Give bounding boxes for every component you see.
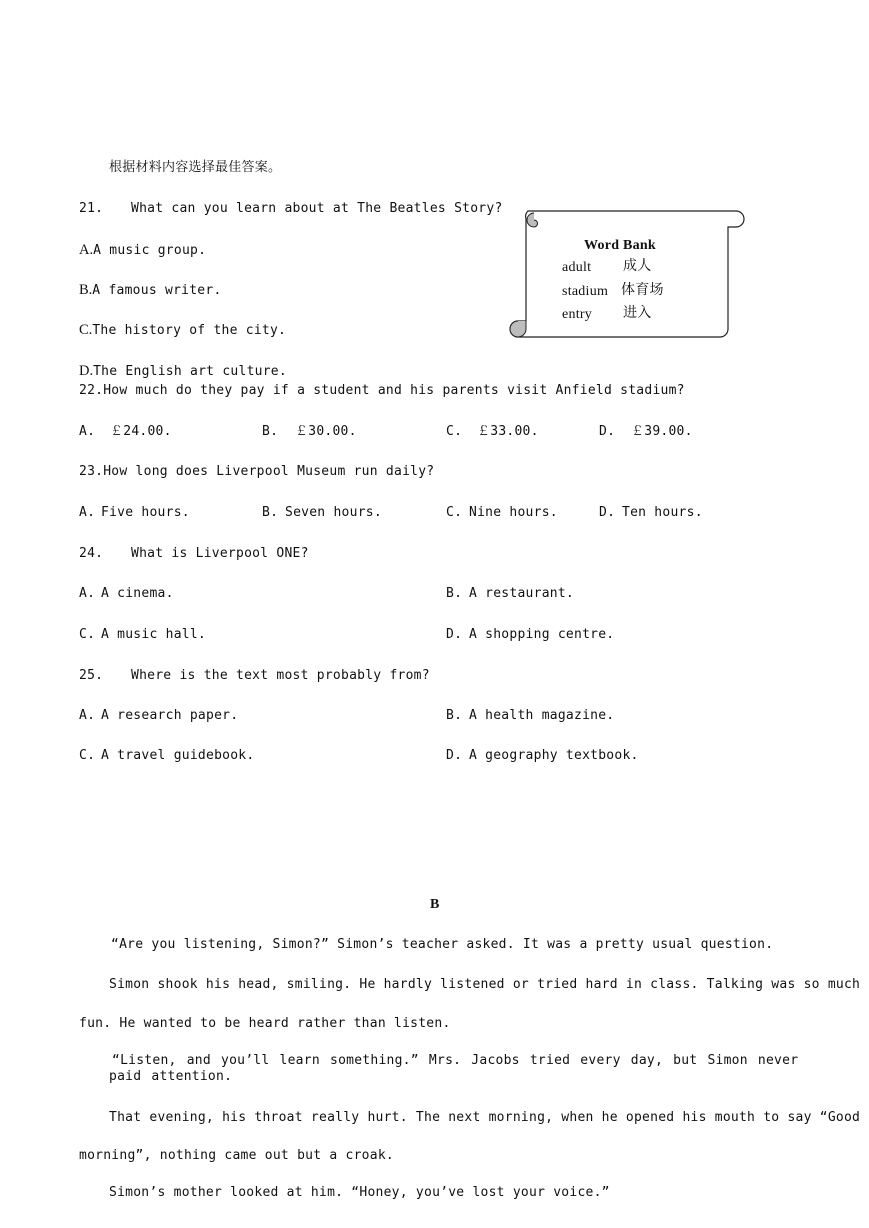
question-24-option-b-letter: B. (446, 586, 463, 601)
passage-paragraph-1: “Are you listening, Simon?” Simon’s teacher asked. It was a pretty usual question. (111, 937, 774, 952)
word-bank-row (562, 260, 591, 276)
question-21-option-d (79, 363, 287, 380)
question-22-option-b-letter: B. (262, 424, 279, 439)
passage-paragraph-2-line-2: fun. He wanted to be heard rather than listen. (79, 1016, 451, 1031)
question-24-option-c-text: A music hall. (101, 627, 206, 642)
question-23-option-c-letter: C. (446, 505, 463, 520)
question-22-option-d-text: ￡39.00. (631, 424, 693, 439)
question-23-option-b-text: Seven hours. (285, 505, 382, 520)
word-zh: 成人 (623, 259, 652, 274)
option-letter: A. (79, 242, 94, 258)
question-24-option-b-text: A restaurant. (469, 586, 574, 601)
question-23-option-c-text: Nine hours. (469, 505, 558, 520)
question-25-option-a-letter: A. (79, 708, 96, 723)
question-24-option-a-letter: A. (79, 586, 96, 601)
word-en: entry (562, 307, 593, 322)
question-25-option-d-text: A geography textbook. (469, 748, 639, 763)
question-21-text: What can you learn about at The Beatles Story? (131, 201, 503, 216)
option-text: The English art culture. (93, 364, 287, 379)
question-25-number: 25. (79, 668, 104, 683)
question-24-option-d-text: A shopping centre. (469, 627, 615, 642)
passage-paragraph-4-line-2: morning”, nothing came out but a croak. (79, 1148, 394, 1163)
question-22-option-c-text: ￡33.00. (477, 424, 539, 439)
question-21-option-c (79, 322, 286, 339)
word-bank-title: Word Bank (584, 238, 656, 253)
passage-paragraph-2-line-1: Simon shook his head, smiling. He hardly listened or tried hard in class. Talking was so much (109, 977, 861, 992)
question-25-option-b-text: A health magazine. (469, 708, 615, 723)
word-zh: 体育场 (621, 283, 664, 298)
question-24-number: 24. (79, 546, 104, 561)
question-23-option-a-text: Five hours. (101, 505, 190, 520)
question-22-option-c-letter: C. (446, 424, 463, 439)
question-25-option-c-letter: C. (79, 748, 96, 763)
question-22-text: 22.How much do they pay if a student and his parents visit Anfield stadium? (79, 383, 685, 398)
question-25-option-b-letter: B. (446, 708, 463, 723)
question-25-option-a-text: A research paper. (101, 708, 239, 723)
option-text: The history of the city. (92, 323, 287, 338)
question-22-option-a-letter: A. (79, 424, 96, 439)
word-bank-row (562, 307, 592, 323)
word-en: adult (562, 260, 592, 275)
section-b-heading: B (430, 897, 440, 912)
passage-paragraph-4-line-1: That evening, his throat really hurt. The next morning, when he opened his mouth to say “Good (109, 1110, 861, 1125)
option-letter: C. (79, 322, 93, 338)
passage-paragraph-3: “Listen, and you’ll learn something.” Mrs. Jacobs tried every day, but Simon never paid attention. (109, 1053, 799, 1084)
question-21-option-b (79, 282, 222, 299)
question-25-option-d-letter: D. (446, 748, 463, 763)
word-zh: 进入 (623, 306, 652, 321)
question-25-option-c-text: A travel guidebook. (101, 748, 255, 763)
question-22-option-b-text: ￡30.00. (295, 424, 357, 439)
question-24-option-a-text: A cinema. (101, 586, 174, 601)
question-24-option-c-letter: C. (79, 627, 96, 642)
passage-paragraph-5: Simon’s mother looked at him. “Honey, you’ve lost your voice.” (109, 1185, 610, 1200)
question-22-option-d-letter: D. (599, 424, 616, 439)
question-22-option-a-text: ￡24.00. (110, 424, 172, 439)
question-23-text: 23.How long does Liverpool Museum run daily? (79, 464, 435, 479)
question-23-option-b-letter: B. (262, 505, 279, 520)
word-en: stadium (562, 284, 609, 299)
question-23-option-a-letter: A. (79, 505, 96, 520)
option-letter: B. (79, 282, 93, 298)
question-23-option-d-letter: D. (599, 505, 616, 520)
scroll-shape-icon (506, 205, 748, 345)
question-24-text: What is Liverpool ONE? (131, 546, 309, 561)
option-text: A famous writer. (92, 283, 222, 298)
word-bank-scroll (506, 205, 748, 345)
option-text: A music group. (93, 243, 207, 258)
option-letter: D. (79, 363, 94, 379)
question-21-option-a (79, 242, 206, 259)
question-21-number: 21. (79, 201, 104, 216)
instruction-text: 根据材料内容选择最佳答案。 (109, 160, 282, 175)
question-23-option-d-text: Ten hours. (622, 505, 703, 520)
question-24-option-d-letter: D. (446, 627, 463, 642)
question-25-text: Where is the text most probably from? (131, 668, 430, 683)
word-bank-row (562, 284, 608, 300)
